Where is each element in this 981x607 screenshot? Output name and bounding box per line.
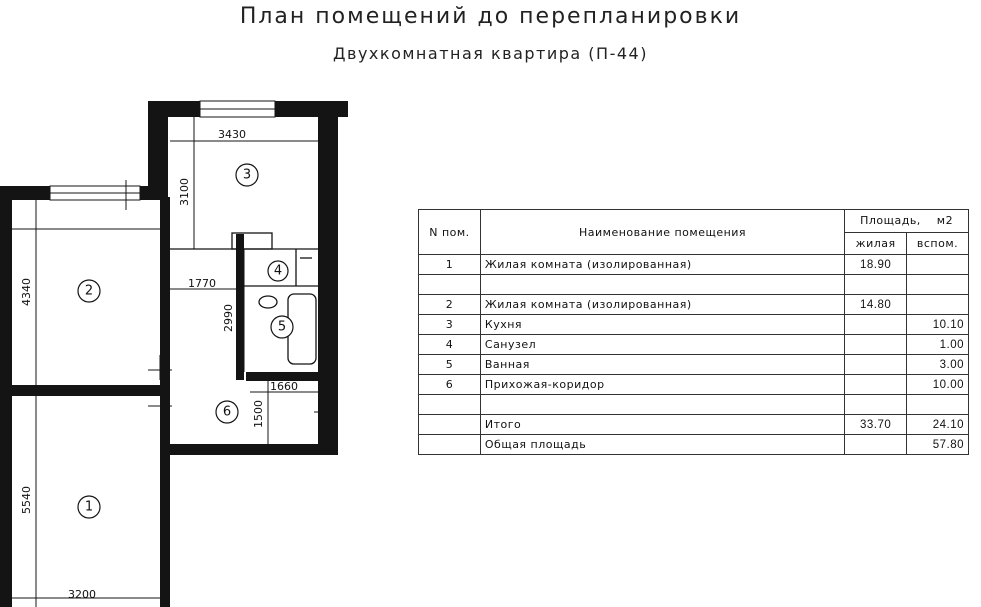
overall-value: 57.80	[907, 435, 969, 455]
header-area-label: Площадь,	[860, 214, 921, 228]
row-living	[845, 355, 907, 375]
table-body	[419, 255, 969, 415]
table-row	[419, 295, 969, 315]
dim-label-3100: 3100	[178, 178, 191, 206]
room-number-5: 5	[277, 319, 287, 335]
row-living	[845, 275, 907, 295]
row-num	[419, 275, 481, 295]
wall-bath-left	[236, 234, 244, 380]
table-overall-row	[419, 435, 969, 455]
wall-kitchen-left	[148, 101, 168, 197]
row-living	[845, 375, 907, 395]
plan-title: План помещений до перепланировки	[239, 4, 742, 29]
header-area-unit: м2	[936, 214, 954, 228]
row-name: Прихожая-коридор	[480, 375, 844, 395]
row-aux	[907, 395, 969, 415]
room-number-6: 6	[222, 404, 232, 420]
row-name: Жилая комната (изолированная)	[480, 255, 844, 275]
row-aux: 1.00	[907, 335, 969, 355]
wall-room1-room2	[0, 385, 170, 396]
wall-room-partition	[160, 197, 170, 607]
dim-label-3200: 3200	[68, 588, 96, 601]
table-row	[419, 375, 969, 395]
table-header-row	[419, 210, 969, 233]
dim-label-4340: 4340	[20, 278, 33, 306]
row-name: Санузел	[480, 335, 844, 355]
table-row	[419, 355, 969, 375]
overall-label: Общая площадь	[480, 435, 844, 455]
room-number-2: 2	[84, 283, 94, 299]
row-name	[480, 395, 844, 415]
wall-bottom-hall	[170, 444, 338, 455]
row-aux: 3.00	[907, 355, 969, 375]
wall-right	[318, 101, 338, 451]
row-living: 18.90	[845, 255, 907, 275]
row-living	[845, 315, 907, 335]
row-aux	[907, 255, 969, 275]
total-living: 33.70	[845, 415, 907, 435]
row-name: Кухня	[480, 315, 844, 335]
explication-table	[418, 209, 969, 455]
wall-left	[0, 186, 12, 607]
row-num: 3	[419, 315, 481, 335]
header-name: Наименование помещения	[480, 210, 844, 255]
row-num: 1	[419, 255, 481, 275]
dim-label-1660: 1660	[270, 380, 298, 393]
walls	[0, 101, 348, 607]
row-living: 14.80	[845, 295, 907, 315]
table-row	[419, 335, 969, 355]
table-row	[419, 315, 969, 335]
dim-label-2990: 2990	[222, 304, 235, 332]
dim-label-1500: 1500	[252, 400, 265, 428]
header-area	[845, 210, 969, 233]
dim-label-1770: 1770	[188, 277, 216, 290]
table-row	[419, 395, 969, 415]
row-living	[845, 395, 907, 415]
row-name: Жилая комната (изолированная)	[480, 295, 844, 315]
header-num: N пом.	[419, 210, 481, 255]
total-label: Итого	[480, 415, 844, 435]
room-number-4: 4	[273, 263, 283, 279]
room-markers	[78, 164, 293, 518]
row-name	[480, 275, 844, 295]
row-num	[419, 395, 481, 415]
dim-label-3430: 3430	[218, 128, 246, 141]
room-number-3: 3	[242, 167, 252, 183]
table-total-row	[419, 415, 969, 435]
header-aux: вспом.	[907, 232, 969, 255]
row-aux: 10.00	[907, 375, 969, 395]
row-num: 2	[419, 295, 481, 315]
row-aux	[907, 295, 969, 315]
plan-subtitle: Двухкомнатная квартира (П-44)	[333, 44, 648, 63]
row-num: 4	[419, 335, 481, 355]
row-aux: 10.10	[907, 315, 969, 335]
total-aux: 24.10	[907, 415, 969, 435]
room-number-1: 1	[84, 499, 94, 515]
table-row	[419, 255, 969, 275]
row-living	[845, 335, 907, 355]
dim-label-5540: 5540	[20, 486, 33, 514]
washbasin	[259, 296, 277, 308]
row-num: 6	[419, 375, 481, 395]
table-row	[419, 275, 969, 295]
row-num: 5	[419, 355, 481, 375]
row-aux	[907, 275, 969, 295]
row-name: Ванная	[480, 355, 844, 375]
header-living: жилая	[845, 232, 907, 255]
